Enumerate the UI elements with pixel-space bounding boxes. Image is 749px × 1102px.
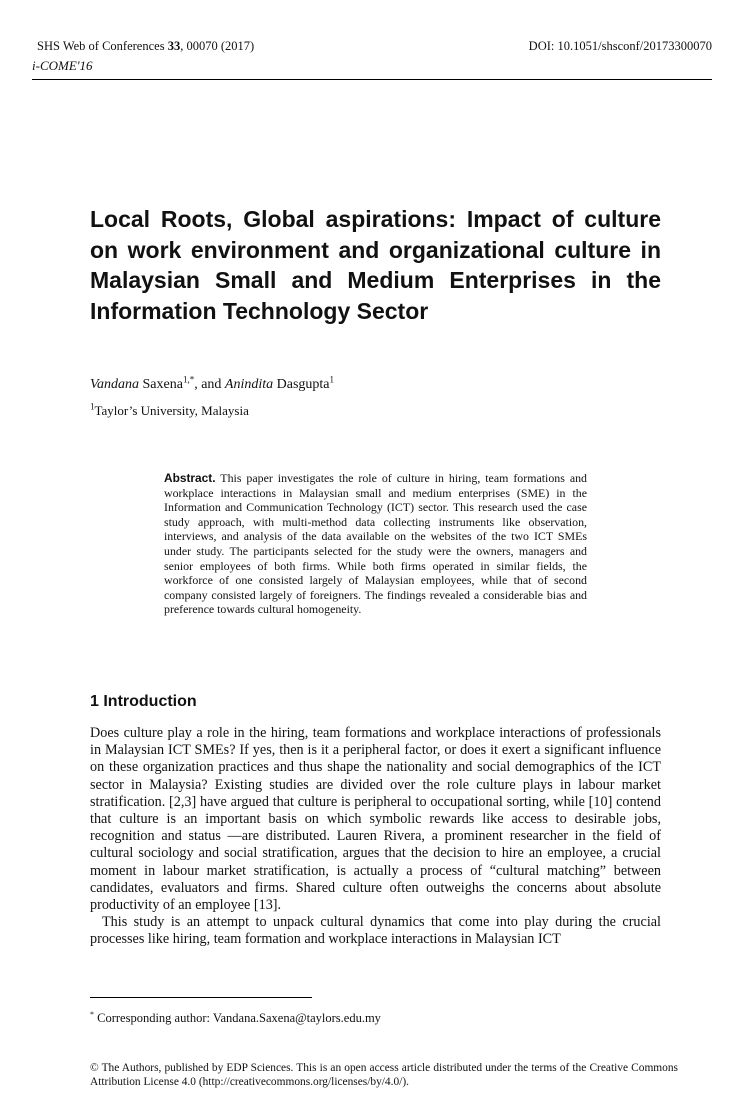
author-2-affil-mark: 1 (329, 374, 335, 385)
author-separator: , and (194, 377, 225, 392)
running-header-journal (37, 39, 254, 54)
affiliation-text: Taylor’s University, Malaysia (94, 403, 249, 418)
abstract-label: Abstract. (164, 471, 216, 485)
author-1-affil-mark: 1,* (182, 374, 195, 385)
affiliation-mark: 1 (90, 401, 95, 412)
abstract (164, 471, 587, 617)
footnote-corresponding-author (90, 1011, 381, 1026)
author-1-family: Saxena (139, 377, 183, 392)
author-2-given: Anindita (224, 377, 274, 392)
author-list (90, 374, 335, 393)
paragraph: Does culture play a role in the hiring, team formations and workplace interactions of professionals in Malaysian ICT SMEs? If yes, then is it a peripheral factor, or does it exert a significant influence on these organization practices and thus shape the nationality and social demographics of the ICT sector in Malaysia? Existing studies are divided over the role culture plays in labour market stratification. [2,3] have argued that culture is peripheral to occupational sorting, while [10] contend that culture is an important basis on which symbolic rewards like access to desirable jobs, recognition and status —are distributed. Lauren Rivera, a prominent researcher in the field of cultural sociology and social stratification, argues that the decision to hire an employee, a crucial moment in labour market stratification, is actually a process of “cultural matching” between candidates, evaluators and firms. Shared culture often outweighs the concerns about absolute productivity of an employee [13]. (90, 725, 661, 914)
section-heading-introduction: 1 Introduction (90, 693, 197, 710)
affiliation (90, 403, 249, 419)
running-header-conference: i-COME'16 (32, 58, 93, 73)
header-divider (32, 79, 712, 80)
journal-volume: 33 (167, 39, 181, 53)
journal-name: SHS Web of Conferences (37, 39, 165, 53)
footnote-text: Corresponding author: Vandana.Saxena@taylors.edu.my (94, 1011, 381, 1025)
paper-title: Local Roots, Global aspirations: Impact of culture on work environment and organizational culture in Malaysian Small and Medium Enterprises in the Information Technology Sector (90, 206, 661, 324)
introduction-body (90, 725, 661, 949)
article-number: , 00070 (2017) (180, 39, 255, 53)
footnote-divider (90, 997, 312, 998)
author-2-family: Dasgupta (273, 377, 330, 392)
footnote-mark: * (90, 1009, 94, 1019)
author-1-given: Vandana (90, 377, 139, 392)
running-header-doi: DOI: 10.1051/shsconf/20173300070 (528, 39, 712, 53)
paragraph: This study is an attempt to unpack cultural dynamics that come into play during the crucial processes like hiring, team formation and workplace interactions in Malaysian ICT (90, 914, 661, 948)
abstract-text: This paper investigates the role of culture in hiring, team formations and workplace interactions in Malaysian small and medium enterprises (SME) in the Information and Communication Technology (ICT) sector. This research used the case study approach, with multi-method data collecting instruments like observation, interviews, and analysis of the data available on the websites of the two ICT SMEs under study. The participants selected for the study were the owners, managers and senior employees of both firms. While both firms operated in similar fields, the workforce of one consisted largely of Malaysian employees, while that of second company consisted largely of foreigners. The findings revealed a considerable bias and preference towards cultural homogeneity. (164, 471, 587, 617)
license-notice: © The Authors, published by EDP Sciences. This is an open access article distributed under the terms of the Creative Commons Attribution License 4.0 (http://creativecommons.org/licenses/by/4.0/). (90, 1062, 678, 1089)
